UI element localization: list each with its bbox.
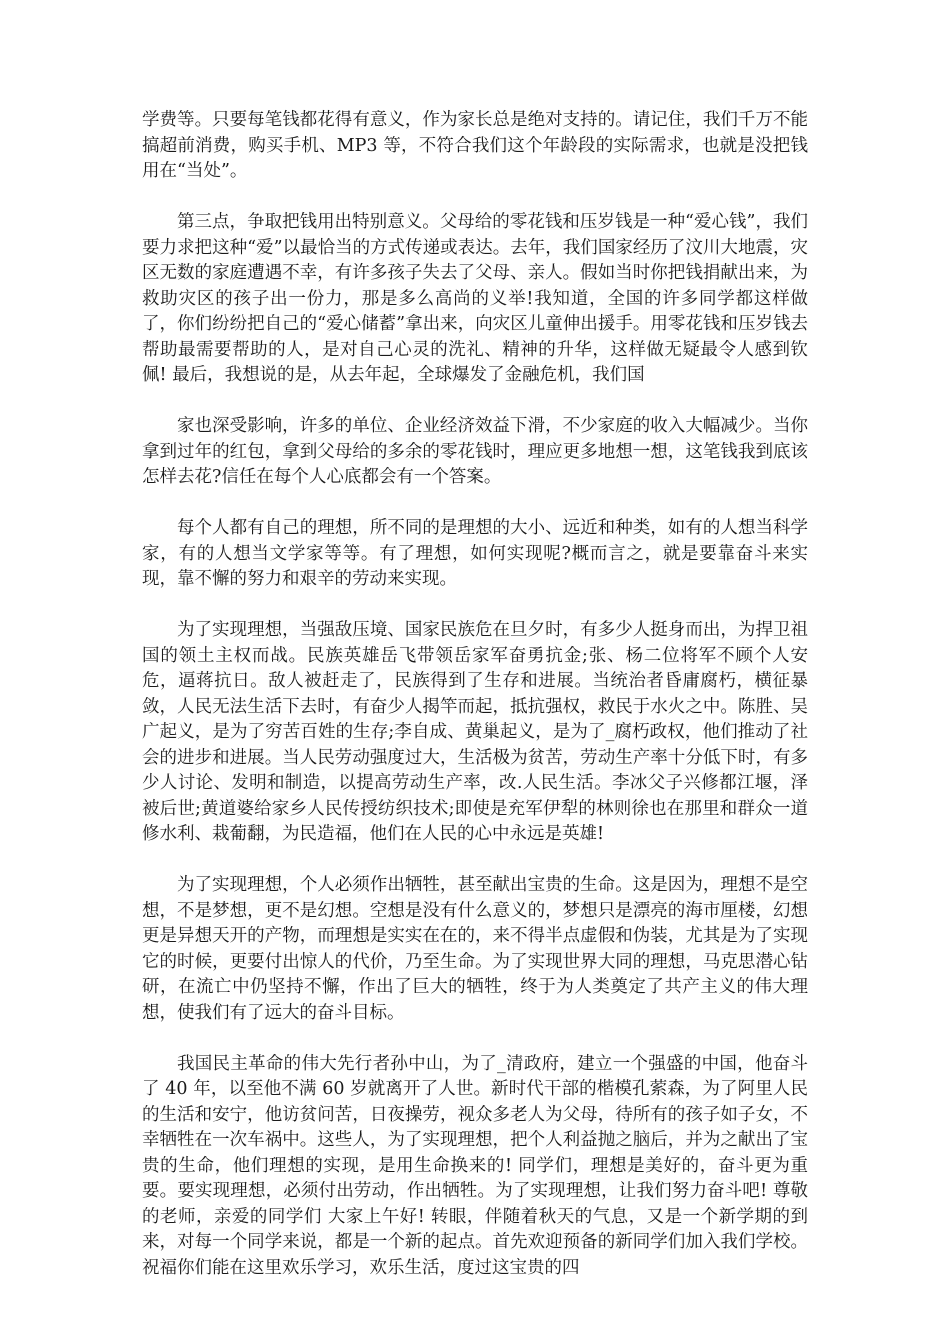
- paragraph-1: 学费等。只要每笔钱都花得有意义，作为家长总是绝对支持的。请记住，我们千万不能搞超前消费，购买手机、MP3 等，不符合我们这个年龄段的实际需求，也就是没把钱用在“当处”。: [142, 110, 808, 181]
- paragraph-4: 每个人都有自己的理想，所不同的是理想的大小、远近和种类，如有的人想当科学家，有的人想当文学家等等。有了理想，如何实现呢?概而言之，就是要靠奋斗来实现，靠不懈的努力和艰辛的劳动来实现。: [142, 518, 808, 589]
- paragraph-2: 第三点，争取把钱用出特别意义。父母给的零花钱和压岁钱是一种“爱心钱”，我们要力求把这种“爱”以最恰当的方式传递或表达。去年，我们国家经历了汶川大地震，灾区无数的家庭遭遇不幸，有许多孩子失去了父母、亲人。假如当时你把钱捐献出来，为救助灾区的孩子出一份力，那是多么高尚的义举!我知道，全国的许多同学都这样做了，你们纷纷把自己的“爱心储蓄”拿出来，向灾区儿童伸出援手。用零花钱和压岁钱去帮助最需要帮助的人，是对自己心灵的洗礼、精神的升华，这样做无疑最令人感到钦佩! 最后，我想说的是，从去年起，全球爆发了金融危机，我们国: [142, 212, 808, 385]
- paragraph-3: 家也深受影响，许多的单位、企业经济效益下滑，不少家庭的收入大幅减少。当你拿到过年的红包，拿到父母给的多余的零花钱时，理应更多地想一想，这笔钱我到底该怎样去花?信任在每个人心底都会有一个答案。: [142, 416, 808, 487]
- paragraph-6: 为了实现理想，个人必须作出牺牲，甚至献出宝贵的生命。这是因为，理想不是空想，不是梦想，更不是幻想。空想是没有什么意义的，梦想只是漂亮的海市厘楼，幻想更是异想天开的产物，而理想是实实在在的，来不得半点虚假和伪装，尤其是为了实现它的时候，更要付出惊人的代价，乃至生命。为了实现世界大同的理想，马克思潜心钻研，在流亡中仍坚持不懈，作出了巨大的牺牲，终于为人类奠定了共产主义的伟大理想，使我们有了远大的奋斗目标。: [142, 875, 808, 1023]
- paragraph-7: 我国民主革命的伟大先行者孙中山，为了_清政府，建立一个强盛的中国，他奋斗了 40 年，以至他不满 60 岁就离开了人世。新时代干部的楷模孔萦森，为了阿里人民的生活和安宁，他访贫问苦，日夜操劳，视众多老人为父母，待所有的孩子如子女，不幸牺牲在一次车祸中。这些人，为了实现理想，把个人利益抛之脑后，并为之献出了宝贵的生命，他们理想的实现，是用生命换来的! 同学们，理想是美好的，奋斗更为重要。要实现理想，必须付出劳动，作出牺牲。为了实现理想，让我们努力奋斗吧! 尊敬的老师，亲爱的同学们 大家上午好! 转眼，伴随着秋天的气息，又是一个新学期的到来，对每一个同学来说，都是一个新的起点。首先欢迎预备的新同学们加入我们学校。祝福你们能在这里欢乐学习，欢乐生活，度过这宝贵的四: [142, 1053, 808, 1278]
- document-page: [142, 108, 808, 1307]
- paragraph-5: 为了实现理想，当强敌压境、国家民族危在旦夕时，有多少人挺身而出，为捍卫祖国的领土主权而战。民族英雄岳飞带领岳家军奋勇抗金;张、杨二位将军不顾个人安危，逼蒋抗日。敌人被赶走了，民族得到了生存和进展。当统治者昏庸腐朽，横征暴敛，人民无法生活下去时，有奋少人揭竿而起，抵抗强权，救民于水火之中。陈胜、吴广起义，是为了穷苦百姓的生存;李自成、黄巢起义，是为了_腐朽政权，他们推动了社会的进步和进展。当人民劳动强度过大，生活极为贫苦，劳动生产率十分低下时，有多少人讨论、发明和制造，以提高劳动生产率，改.人民生活。李冰父子兴修都江堰，泽被后世;黄道婆给家乡人民传授纺织技术;即使是充军伊犁的林则徐也在那里和群众一道修水利、栽葡翻，为民造福，他们在人民的心中永远是英雄!: [142, 620, 808, 844]
